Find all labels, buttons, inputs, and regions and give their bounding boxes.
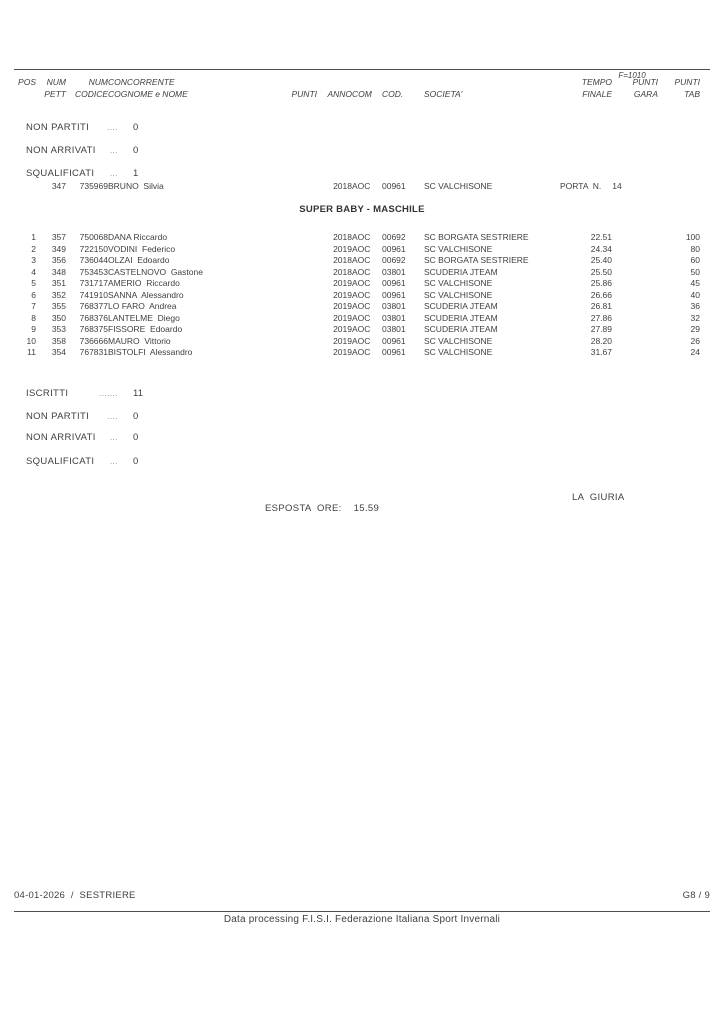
cell-pett: 348	[51, 266, 66, 277]
footer-date-place: 04-01-2026 / SESTRIERE	[14, 890, 136, 901]
stat-label: NON PARTITI	[25, 411, 90, 422]
cell-com: AOC	[352, 232, 371, 242]
cell-societa: SC VALCHISONE	[424, 181, 493, 191]
cell-pos: 7	[31, 301, 36, 311]
f-constant-label: F=1010	[618, 71, 646, 80]
col-header-anno: ANNO	[327, 88, 352, 99]
cell-tempo: 27.89	[590, 324, 612, 334]
col-header-tempo: TEMPO	[581, 77, 612, 87]
cell-cod: 00961	[382, 289, 406, 300]
cell-societa: SCUDERIA JTEAM	[424, 301, 498, 311]
cell-cod: 03801	[382, 301, 406, 311]
stat-value: 0	[132, 411, 139, 422]
cell-tempo: 26.81	[590, 301, 612, 311]
cell-anno: 2019	[333, 347, 352, 357]
col-header-cognome-nome: COGNOME e NOME	[108, 88, 188, 99]
cell-pos: 9	[31, 324, 36, 334]
cell-pett: 347	[51, 181, 66, 191]
cell-tab: 60	[690, 255, 700, 265]
cell-com: AOC	[352, 324, 371, 334]
col-header-num-codice-top: NUM	[88, 77, 108, 87]
cell-anno: 2019	[333, 278, 352, 288]
cell-tab: 26	[690, 335, 700, 346]
header-row-1	[12, 77, 700, 89]
cell-cod: 03801	[382, 266, 406, 277]
cell-pett: 354	[51, 347, 66, 357]
cell-anno: 2019	[333, 243, 352, 254]
col-header-societa: SOCIETA'	[424, 88, 463, 99]
cell-tempo: 25.86	[590, 278, 612, 288]
cell-com: AOC	[352, 301, 371, 311]
disqualified-row	[12, 181, 700, 193]
cell-pos: 6	[31, 289, 36, 300]
stat-value: 0	[132, 145, 139, 156]
cell-pett: 358	[51, 335, 66, 346]
cell-name: DANA Riccardo	[108, 232, 168, 242]
cell-tab: 100	[685, 232, 700, 242]
result-row	[12, 232, 700, 244]
cell-anno: 2018	[333, 181, 352, 191]
cell-pett: 353	[51, 324, 66, 334]
cell-societa: SC BORGATA SESTRIERE	[424, 232, 529, 242]
cell-societa: SCUDERIA JTEAM	[424, 312, 498, 323]
stat-value: 1	[132, 168, 139, 179]
col-header-pett: PETT	[44, 88, 66, 99]
stat-value: 0	[132, 432, 139, 443]
cell-societa: SC VALCHISONE	[424, 289, 493, 300]
cell-punti	[290, 244, 317, 256]
cell-com: AOC	[352, 255, 371, 265]
stat-label: ISCRITTI	[25, 388, 69, 399]
cell-pos: 11	[27, 347, 36, 357]
cell-societa: SCUDERIA JTEAM	[424, 266, 498, 277]
cell-punti	[290, 278, 317, 290]
cell-tab: 36	[690, 301, 700, 311]
cell-pett: 356	[51, 255, 66, 265]
cell-pett: 349	[51, 243, 66, 254]
col-header-gara: GARA	[633, 88, 658, 99]
cell-pos: 8	[31, 312, 36, 323]
cell-cod: 00961	[382, 278, 406, 288]
cell-punti	[290, 290, 317, 302]
cell-gara	[612, 255, 658, 267]
cell-com: AOC	[352, 289, 371, 300]
cell-tempo: 25.50	[590, 266, 612, 277]
cell-pos: 4	[31, 266, 36, 277]
cell-pos: 5	[31, 278, 36, 288]
disqualified-row-table	[12, 181, 700, 193]
cell-tab: 80	[690, 243, 700, 254]
dsq-note-value: 14	[612, 181, 622, 191]
cell-name: BRUNO Silvia	[108, 181, 164, 191]
cell-anno: 2019	[333, 324, 352, 334]
stat-dots: ...	[109, 145, 118, 155]
cell-cod: 03801	[382, 312, 406, 323]
col-header-tab: TAB	[684, 88, 700, 99]
cell-name: SANNA Alessandro	[108, 289, 184, 300]
cell-name: MAURO Vittorio	[108, 335, 171, 346]
cell-punti	[290, 336, 317, 348]
cell-com: AOC	[352, 347, 371, 357]
cell-pett: 357	[51, 232, 66, 242]
esposta-time: 15.59	[353, 503, 380, 514]
cell-com: AOC	[352, 278, 371, 288]
cell-tab: 45	[690, 278, 700, 288]
result-row	[12, 290, 700, 302]
cell-societa: SC VALCHISONE	[424, 335, 493, 346]
cell-pett: 352	[51, 289, 66, 300]
cell-tempo: 22.51	[590, 232, 612, 242]
cell-pett: 355	[51, 301, 66, 311]
cell-codice: 741910	[79, 289, 108, 300]
stat-dots: ...	[109, 432, 118, 442]
results-table	[12, 232, 700, 359]
cell-tempo: 26.66	[590, 289, 612, 300]
cell-pett: 351	[51, 278, 66, 288]
stat-dots: ....	[107, 122, 118, 132]
cell-tab: 24	[690, 347, 700, 357]
cell-com: AOC	[352, 243, 371, 254]
result-row	[12, 347, 700, 359]
result-row	[12, 255, 700, 267]
cell-com: AOC	[352, 335, 371, 346]
cell-pett: 350	[51, 312, 66, 323]
cell-tempo: 31.67	[590, 347, 612, 357]
cell-pos: 2	[31, 243, 36, 254]
cell-gara	[612, 313, 658, 325]
cell-codice: 768377	[79, 301, 108, 311]
cell-pos: 10	[26, 335, 36, 346]
cell-dsq-note	[560, 181, 700, 193]
cell-name: LANTELME Diego	[108, 312, 180, 323]
cell-codice: 735969	[79, 181, 108, 191]
cell-tab: 50	[690, 266, 700, 277]
cell-tempo: 25.40	[590, 255, 612, 265]
col-header-codice: CODICE	[74, 88, 108, 99]
stat-dots: .......	[98, 388, 118, 398]
cell-codice: 722150	[79, 243, 108, 254]
cell-anno: 2019	[333, 289, 352, 300]
cell-societa: SC BORGATA SESTRIERE	[424, 255, 529, 265]
cell-codice: 753453	[79, 266, 108, 277]
cell-gara	[612, 290, 658, 302]
col-header-finale: FINALE	[582, 88, 612, 99]
cell-punti	[290, 267, 317, 279]
stat-label: SQUALIFICATI	[25, 168, 95, 179]
cell-cod: 00961	[382, 347, 406, 357]
cell-tempo: 27.86	[590, 312, 612, 323]
stat-dots: ....	[107, 411, 118, 421]
cell-codice: 768376	[79, 312, 108, 323]
stat-label: SQUALIFICATI	[25, 456, 95, 467]
cell-anno: 2018	[333, 232, 352, 242]
cell-codice: 767831	[79, 347, 108, 357]
stat-label: NON ARRIVATI	[25, 145, 96, 156]
cell-societa: SCUDERIA JTEAM	[424, 324, 498, 334]
cell-anno: 2019	[333, 335, 352, 346]
cell-anno: 2018	[333, 255, 352, 265]
col-header-com: COM	[352, 88, 372, 99]
cell-punti	[290, 324, 317, 336]
cell-com: AOC	[352, 181, 371, 191]
footer-credit: Data processing F.I.S.I. Federazione Italiana Sport Invernali	[223, 914, 501, 925]
cell-gara	[612, 278, 658, 290]
result-row	[12, 324, 700, 336]
col-header-punti: PUNTI	[291, 88, 317, 99]
cell-cod: 00692	[382, 232, 406, 242]
cell-codice: 768375	[79, 324, 108, 334]
cell-anno: 2019	[333, 301, 352, 311]
cell-codice: 736044	[79, 255, 108, 265]
cell-tab: 40	[690, 289, 700, 300]
cell-societa: SC VALCHISONE	[424, 243, 493, 254]
cell-name: CASTELNOVO Gastone	[108, 266, 203, 277]
cell-name: AMERIO Riccardo	[108, 278, 180, 288]
cell-com: AOC	[352, 312, 371, 323]
footer-page-number: G8 / 9	[682, 890, 710, 901]
esposta-label: ESPOSTA ORE:	[264, 503, 342, 514]
col-header-punti-tab-top: PUNTI	[674, 77, 700, 87]
cell-anno: 2019	[333, 312, 352, 323]
result-row	[12, 267, 700, 279]
cell-punti	[290, 232, 317, 244]
cell-gara	[612, 347, 658, 359]
result-row	[12, 313, 700, 325]
cell-punti	[290, 313, 317, 325]
cell-pos: 1	[31, 232, 36, 242]
giuria-label: LA GIURIA	[572, 492, 625, 503]
result-row	[12, 278, 700, 290]
cell-name: VODINI Federico	[108, 243, 176, 254]
cell-tab: 29	[690, 324, 700, 334]
stat-dots: ...	[109, 168, 118, 178]
cell-cod: 00961	[382, 335, 406, 346]
cell-tab: 32	[690, 312, 700, 323]
cell-name: OLZAI Edoardo	[108, 255, 170, 265]
result-row	[12, 244, 700, 256]
result-row	[12, 336, 700, 348]
cell-name: FISSORE Edoardo	[108, 324, 183, 334]
cell-punti	[290, 255, 317, 267]
cell-gara	[612, 336, 658, 348]
dsq-note-label: PORTA N.	[560, 181, 602, 191]
cell-gara	[612, 301, 658, 313]
cell-gara	[612, 267, 658, 279]
stat-squalificati-bottom	[14, 445, 138, 478]
cell-anno: 2018	[333, 266, 352, 277]
cell-societa: SC VALCHISONE	[424, 347, 493, 357]
cell-tempo: 24.34	[590, 243, 612, 254]
cell-codice: 731717	[79, 278, 108, 288]
cell-gara	[612, 324, 658, 336]
cell-cod: 00961	[382, 181, 406, 191]
cell-punti	[290, 347, 317, 359]
col-header-concorrente: CONCORRENTE	[108, 77, 175, 87]
cell-cod: 00692	[382, 255, 406, 265]
cell-codice: 736666	[79, 335, 108, 346]
cell-gara	[612, 244, 658, 256]
header-row-2	[12, 89, 700, 101]
cell-name: LO FARO Andrea	[108, 301, 177, 311]
stat-label: NON PARTITI	[25, 122, 90, 133]
top-rule	[14, 69, 710, 70]
cell-name: BISTOLFI Alessandro	[108, 347, 193, 357]
cell-punti	[290, 301, 317, 313]
col-header-num-pett-top: NUM	[46, 77, 66, 87]
stat-value: 0	[132, 456, 139, 467]
stat-value: 0	[132, 122, 139, 133]
stat-dots: ...	[109, 456, 118, 466]
col-header-punti-gara-top: PUNTI	[632, 77, 658, 87]
col-header-pos: POS	[18, 77, 36, 87]
cell-cod: 00961	[382, 243, 406, 254]
stat-value: 11	[132, 388, 144, 399]
cell-gara	[612, 232, 658, 244]
column-headers	[12, 77, 700, 100]
cell-codice: 750068	[79, 232, 108, 242]
stat-label: NON ARRIVATI	[25, 432, 96, 443]
col-header-cod: COD.	[382, 88, 404, 99]
category-title: SUPER BABY - MASCHILE	[299, 204, 425, 215]
cell-pos: 3	[31, 255, 36, 265]
cell-tempo: 28.20	[590, 335, 612, 346]
cell-cod: 03801	[382, 324, 406, 334]
cell-com: AOC	[352, 266, 371, 277]
cell-societa: SC VALCHISONE	[424, 278, 493, 288]
result-row	[12, 301, 700, 313]
footer-rule	[14, 911, 710, 912]
esposta-ore-line	[253, 492, 379, 525]
